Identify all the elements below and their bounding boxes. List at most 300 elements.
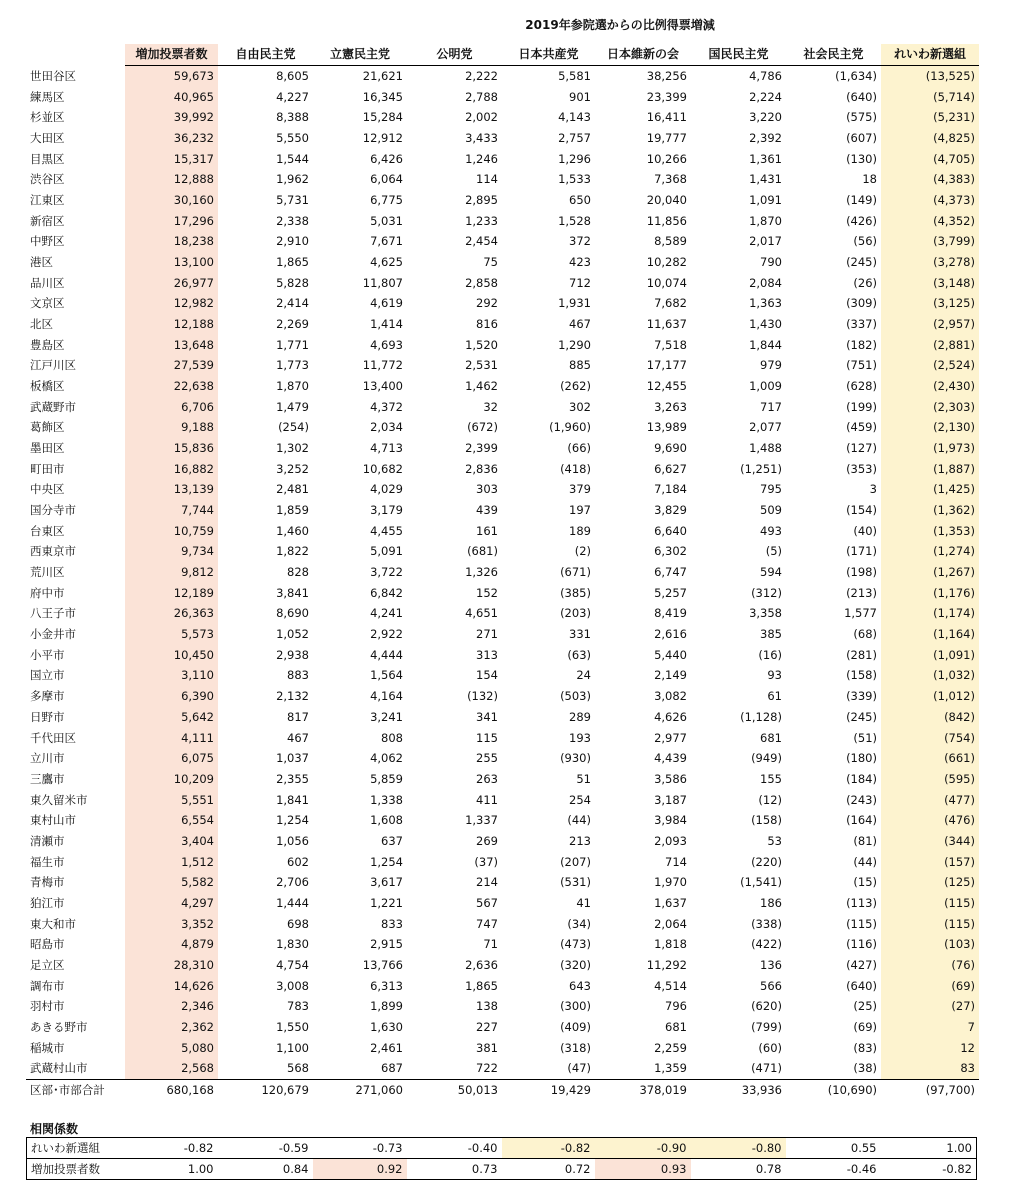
municipality-name: 稲城市 (30, 1040, 65, 1055)
value-cell: 20,040 (646, 193, 687, 208)
value-cell: 1,962 (276, 172, 309, 187)
value-cell: 2,938 (276, 647, 309, 662)
value-cell: 1,564 (370, 668, 403, 683)
value-cell: 21,621 (362, 69, 403, 83)
value-cell: 1,771 (276, 337, 309, 352)
value-cell: 6,627 (654, 461, 687, 476)
value-cell: 4,626 (654, 709, 687, 724)
value-cell: 2,836 (465, 461, 498, 476)
value-cell: 75 (483, 255, 498, 270)
value-cell: 6,554 (125, 810, 218, 831)
value-cell: 33,936 (691, 1079, 786, 1100)
value-cell: (4,373) (881, 190, 979, 211)
municipality-name: 国分寺市 (30, 503, 76, 518)
municipality-name: 杉並区 (30, 110, 65, 125)
value-cell: (4,352) (881, 210, 979, 231)
value-cell: 38,256 (646, 69, 687, 83)
value-cell: (27) (881, 996, 979, 1017)
correlation-cell: -0.82 (183, 1141, 214, 1155)
value-cell: 7 (881, 1017, 979, 1038)
value-cell: (2,303) (881, 396, 979, 417)
value-cell: 1,052 (276, 627, 309, 642)
municipality-name: 小平市 (30, 647, 65, 662)
value-cell: 467 (287, 730, 309, 745)
value-cell: (51) (853, 730, 877, 745)
value-cell: 4,297 (125, 893, 218, 914)
value-cell: 11,856 (646, 213, 687, 228)
municipality-name: 江戸川区 (30, 358, 76, 373)
value-cell: (66) (567, 441, 591, 456)
value-cell: (281) (846, 647, 877, 662)
value-cell: (459) (846, 420, 877, 435)
value-cell: 292 (476, 296, 498, 311)
table-row (26, 1037, 979, 1058)
value-cell: 885 (569, 358, 591, 373)
correlation-label: 増加投票者数 (27, 1159, 125, 1180)
value-cell: (3,799) (881, 231, 979, 252)
value-cell: (40) (853, 523, 877, 538)
value-cell: (2,524) (881, 355, 979, 376)
value-cell: 2,222 (465, 69, 498, 83)
value-cell: 5,031 (370, 213, 403, 228)
value-cell: (13,525) (881, 65, 979, 86)
value-cell: 11,637 (646, 317, 687, 332)
value-cell: 594 (760, 565, 782, 580)
municipality-name: 新宿区 (30, 213, 65, 228)
value-cell: 1,431 (749, 172, 782, 187)
value-cell: 3,433 (465, 131, 498, 146)
value-cell: 439 (476, 503, 498, 518)
value-cell: 3,263 (654, 399, 687, 414)
value-cell: 3,722 (370, 565, 403, 580)
value-cell: 22,638 (125, 376, 218, 397)
value-cell: 16,345 (362, 89, 403, 104)
table-row (26, 872, 979, 893)
value-cell: (1,634) (835, 69, 877, 83)
value-cell: 4,693 (370, 337, 403, 352)
value-cell: 2,636 (465, 957, 498, 972)
value-cell: 186 (760, 895, 782, 910)
value-cell: 27,539 (125, 355, 218, 376)
value-cell: 1,338 (370, 792, 403, 807)
value-cell: (154) (846, 503, 877, 518)
table-row (26, 293, 979, 314)
table-row (26, 210, 979, 231)
value-cell: 4,444 (370, 647, 403, 662)
value-cell: 2,616 (654, 627, 687, 642)
correlation-cell: -0.82 (502, 1138, 595, 1159)
value-cell: (409) (560, 1019, 591, 1034)
value-cell: (751) (846, 358, 877, 373)
table-row (26, 707, 979, 728)
value-cell: 5,550 (276, 131, 309, 146)
value-cell: (4,825) (881, 128, 979, 149)
table-row (26, 748, 979, 769)
header-cell-increase-voters: 増加投票者数 (125, 44, 218, 65)
value-cell: 3,617 (370, 875, 403, 890)
value-cell: 568 (287, 1061, 309, 1076)
value-cell: 1,822 (276, 544, 309, 559)
table-row (26, 851, 979, 872)
value-cell: 2,858 (465, 275, 498, 290)
municipality-name: 中野区 (30, 234, 65, 249)
value-cell: 1,528 (558, 213, 591, 228)
value-cell: 1,931 (558, 296, 591, 311)
value-cell: 6,426 (370, 151, 403, 166)
municipality-name: 練馬区 (30, 89, 65, 104)
value-cell: 32 (483, 399, 498, 414)
value-cell: 4,029 (370, 482, 403, 497)
header-cell-cdp: 立憲民主党 (313, 44, 407, 65)
value-cell: (595) (881, 769, 979, 790)
value-cell: 4,786 (749, 69, 782, 83)
value-cell: (213) (846, 585, 877, 600)
value-cell: 411 (476, 792, 498, 807)
value-cell: (471) (751, 1061, 782, 1076)
municipality-name: 大田区 (30, 131, 65, 146)
value-cell: (799) (751, 1019, 782, 1034)
value-cell: 1,246 (465, 151, 498, 166)
value-cell: 93 (767, 668, 782, 683)
value-cell: 3,841 (276, 585, 309, 600)
value-cell: (427) (846, 957, 877, 972)
value-cell: 19,429 (502, 1079, 595, 1100)
value-cell: 1,444 (276, 895, 309, 910)
value-cell: 1,009 (749, 379, 782, 394)
value-cell: (2,430) (881, 376, 979, 397)
header-cell-komeito: 公明党 (407, 44, 502, 65)
value-cell: 136 (760, 957, 782, 972)
value-cell: (207) (560, 854, 591, 869)
value-cell: 467 (569, 317, 591, 332)
value-cell: 1,100 (276, 1040, 309, 1055)
value-cell: (681) (467, 544, 498, 559)
value-cell: 4,227 (276, 89, 309, 104)
value-cell: (115) (881, 913, 979, 934)
value-cell: 7,518 (654, 337, 687, 352)
value-cell: 6,313 (370, 978, 403, 993)
value-cell: 5,731 (276, 193, 309, 208)
value-cell: (337) (846, 317, 877, 332)
value-cell: 41 (576, 895, 591, 910)
municipality-name: 世田谷区 (30, 68, 76, 83)
municipality-name: 町田市 (30, 461, 65, 476)
table-row (26, 541, 979, 562)
value-cell: 302 (569, 399, 591, 414)
value-cell: 4,754 (276, 957, 309, 972)
value-cell: (620) (751, 999, 782, 1014)
municipality-name: 東大和市 (30, 916, 76, 931)
correlation-cell: -0.46 (786, 1159, 881, 1180)
table-row (26, 252, 979, 273)
value-cell: 5,080 (125, 1037, 218, 1058)
value-cell: 2,788 (465, 89, 498, 104)
municipality-name: 青梅市 (30, 875, 65, 890)
value-cell: (628) (846, 379, 877, 394)
header-cell-ishin: 日本維新の会 (595, 44, 691, 65)
value-cell: (640) (846, 978, 877, 993)
value-cell: 154 (476, 668, 498, 683)
value-cell: 6,064 (370, 172, 403, 187)
correlation-cell: 0.55 (850, 1141, 877, 1155)
value-cell: 4,439 (654, 751, 687, 766)
value-cell: (1,353) (881, 520, 979, 541)
value-cell: 1,296 (558, 151, 591, 166)
value-cell: (34) (567, 916, 591, 931)
value-cell: (47) (567, 1061, 591, 1076)
value-cell: (115) (881, 893, 979, 914)
value-cell: 4,143 (558, 110, 591, 125)
value-cell: 1,290 (558, 337, 591, 352)
correlation-label: れいわ新選組 (31, 1141, 100, 1155)
value-cell: 9,734 (125, 541, 218, 562)
municipality-name: 東久留米市 (30, 792, 88, 807)
table-row (26, 831, 979, 852)
value-cell: (220) (751, 854, 782, 869)
value-cell: (754) (881, 727, 979, 748)
table-row (26, 169, 979, 190)
value-cell: 817 (287, 709, 309, 724)
value-cell: 15,284 (362, 110, 403, 125)
value-cell: 6,747 (654, 565, 687, 580)
value-cell: 1,326 (465, 565, 498, 580)
value-cell: (1,164) (881, 624, 979, 645)
value-cell: 3,586 (654, 771, 687, 786)
value-cell: 6,390 (125, 686, 218, 707)
value-cell: 8,419 (654, 606, 687, 621)
value-cell: 4,372 (370, 399, 403, 414)
table-row (26, 955, 979, 976)
value-cell: 7,184 (654, 482, 687, 497)
value-cell: 3 (869, 482, 877, 497)
value-cell: 1,221 (370, 895, 403, 910)
correlation-cell: 1.00 (125, 1159, 218, 1180)
table-row (26, 500, 979, 521)
value-cell: 5,859 (370, 771, 403, 786)
value-cell: 979 (760, 358, 782, 373)
value-cell: 269 (476, 833, 498, 848)
value-cell: (56) (853, 234, 877, 249)
value-cell: 197 (569, 503, 591, 518)
value-cell: 790 (760, 255, 782, 270)
correlation-table (26, 1137, 977, 1180)
header-row (26, 44, 979, 65)
value-cell: 193 (569, 730, 591, 745)
table-row (26, 789, 979, 810)
value-cell: 16,882 (125, 458, 218, 479)
value-cell: (4,383) (881, 169, 979, 190)
value-cell: 28,310 (125, 955, 218, 976)
header-cell-blank (26, 44, 125, 65)
value-cell: 2,017 (749, 234, 782, 249)
table-row (26, 934, 979, 955)
value-cell: (180) (846, 751, 877, 766)
value-cell: 808 (381, 730, 403, 745)
value-cell: 1,462 (465, 379, 498, 394)
value-cell: 114 (476, 172, 498, 187)
value-cell: (426) (846, 213, 877, 228)
value-cell: (83) (853, 1040, 877, 1055)
table-row (26, 417, 979, 438)
value-cell: 7,671 (370, 234, 403, 249)
value-cell: 152 (476, 585, 498, 600)
table-row (26, 86, 979, 107)
municipality-name: 八王子市 (30, 606, 76, 621)
value-cell: 9,188 (125, 417, 218, 438)
correlation-row-reiwa (27, 1138, 977, 1159)
value-cell: (385) (560, 585, 591, 600)
table-row (26, 376, 979, 397)
correlation-cell: -0.80 (691, 1138, 786, 1159)
value-cell: 10,266 (646, 151, 687, 166)
value-cell: (184) (846, 771, 877, 786)
value-cell: 12,455 (646, 379, 687, 394)
value-cell: 3,110 (125, 665, 218, 686)
value-cell: 36,232 (125, 128, 218, 149)
value-cell: 816 (476, 317, 498, 332)
value-cell: (1,887) (881, 458, 979, 479)
value-cell: 341 (476, 709, 498, 724)
value-cell: 1,512 (125, 851, 218, 872)
value-cell: 10,682 (362, 461, 403, 476)
table-row (26, 107, 979, 128)
value-cell: (63) (567, 647, 591, 662)
value-cell: 423 (569, 255, 591, 270)
table-title: 2019年参院選からの比例得票増減 (525, 18, 715, 32)
value-cell: 2,454 (465, 234, 498, 249)
value-cell: 6,775 (370, 193, 403, 208)
table-row (26, 603, 979, 624)
value-cell: 2,338 (276, 213, 309, 228)
municipality-name: 立川市 (30, 751, 65, 766)
municipality-name: 武蔵野市 (30, 399, 76, 414)
table-row (26, 355, 979, 376)
value-cell: (203) (560, 606, 591, 621)
value-cell: 2,093 (654, 833, 687, 848)
value-cell: (199) (846, 399, 877, 414)
municipality-name: 昭島市 (30, 937, 65, 952)
value-cell: (671) (560, 565, 591, 580)
value-cell: (68) (853, 627, 877, 642)
value-cell: 12,189 (125, 582, 218, 603)
value-cell: (113) (846, 895, 877, 910)
value-cell: 1,479 (276, 399, 309, 414)
value-cell: 828 (287, 565, 309, 580)
municipality-name: 狛江市 (30, 895, 65, 910)
value-cell: 687 (381, 1061, 403, 1076)
value-cell: (157) (881, 851, 979, 872)
value-cell: 14,626 (125, 975, 218, 996)
table-row (26, 727, 979, 748)
value-cell: 1,859 (276, 503, 309, 518)
value-cell: 8,605 (276, 69, 309, 83)
table-row (26, 913, 979, 934)
value-cell: 1,430 (749, 317, 782, 332)
value-cell: 1,233 (465, 213, 498, 228)
value-cell: (245) (846, 255, 877, 270)
table-row (26, 148, 979, 169)
value-cell: 722 (476, 1061, 498, 1076)
table-row (26, 396, 979, 417)
table-row (26, 314, 979, 335)
value-cell: (125) (881, 872, 979, 893)
value-cell: 566 (760, 978, 782, 993)
value-cell: (132) (467, 689, 498, 704)
value-cell: 5,573 (125, 624, 218, 645)
municipality-name: 福生市 (30, 854, 65, 869)
value-cell: 9,812 (125, 562, 218, 583)
value-cell: (353) (846, 461, 877, 476)
value-cell: 1,254 (276, 813, 309, 828)
value-cell: (130) (846, 151, 877, 166)
value-cell: (2) (574, 544, 591, 559)
value-cell: 53 (767, 833, 782, 848)
value-cell: 1,414 (370, 317, 403, 332)
value-cell: (262) (560, 379, 591, 394)
value-cell: 1,460 (276, 523, 309, 538)
value-cell: 15,836 (125, 438, 218, 459)
value-cell: 2,362 (125, 1017, 218, 1038)
value-cell: 5,440 (654, 647, 687, 662)
value-cell: 1,773 (276, 358, 309, 373)
value-cell: 30,160 (125, 190, 218, 211)
value-cell: (1,274) (881, 541, 979, 562)
table-row (26, 334, 979, 355)
value-cell: 18 (862, 172, 877, 187)
value-cell: 1,359 (654, 1061, 687, 1076)
value-cell: (339) (846, 689, 877, 704)
value-cell: 681 (665, 1019, 687, 1034)
municipality-name: 小金井市 (30, 627, 76, 642)
value-cell: 1,870 (749, 213, 782, 228)
value-cell: 1,037 (276, 751, 309, 766)
value-cell: 7,682 (654, 296, 687, 311)
value-cell: 4,651 (465, 606, 498, 621)
value-cell: (115) (846, 916, 877, 931)
value-cell: 11,292 (646, 957, 687, 972)
value-cell: 493 (760, 523, 782, 538)
value-cell: 12,888 (125, 169, 218, 190)
value-cell: 263 (476, 771, 498, 786)
value-cell: 4,111 (125, 727, 218, 748)
municipality-name: 東村山市 (30, 813, 76, 828)
municipality-name: 足立区 (30, 957, 65, 972)
value-cell: 2,568 (125, 1058, 218, 1079)
value-cell: 2,224 (749, 89, 782, 104)
value-cell: 12,188 (125, 314, 218, 335)
value-cell: 2,392 (749, 131, 782, 146)
value-cell: 2,149 (654, 668, 687, 683)
value-cell: 313 (476, 647, 498, 662)
value-cell: 11,807 (362, 275, 403, 290)
value-cell: (661) (881, 748, 979, 769)
value-cell: 83 (881, 1058, 979, 1079)
value-cell: 17,296 (125, 210, 218, 231)
value-cell: 10,282 (646, 255, 687, 270)
value-cell: 747 (476, 916, 498, 931)
table-row (26, 769, 979, 790)
value-cell: 2,461 (370, 1040, 403, 1055)
value-cell: 3,220 (749, 110, 782, 125)
value-cell: (2,957) (881, 314, 979, 335)
table-row (26, 644, 979, 665)
municipality-name: あきる野市 (30, 1019, 88, 1034)
value-cell: 24 (576, 668, 591, 683)
value-cell: 3,358 (749, 606, 782, 621)
value-cell: (44) (567, 813, 591, 828)
value-cell: 698 (287, 916, 309, 931)
table-row (26, 686, 979, 707)
